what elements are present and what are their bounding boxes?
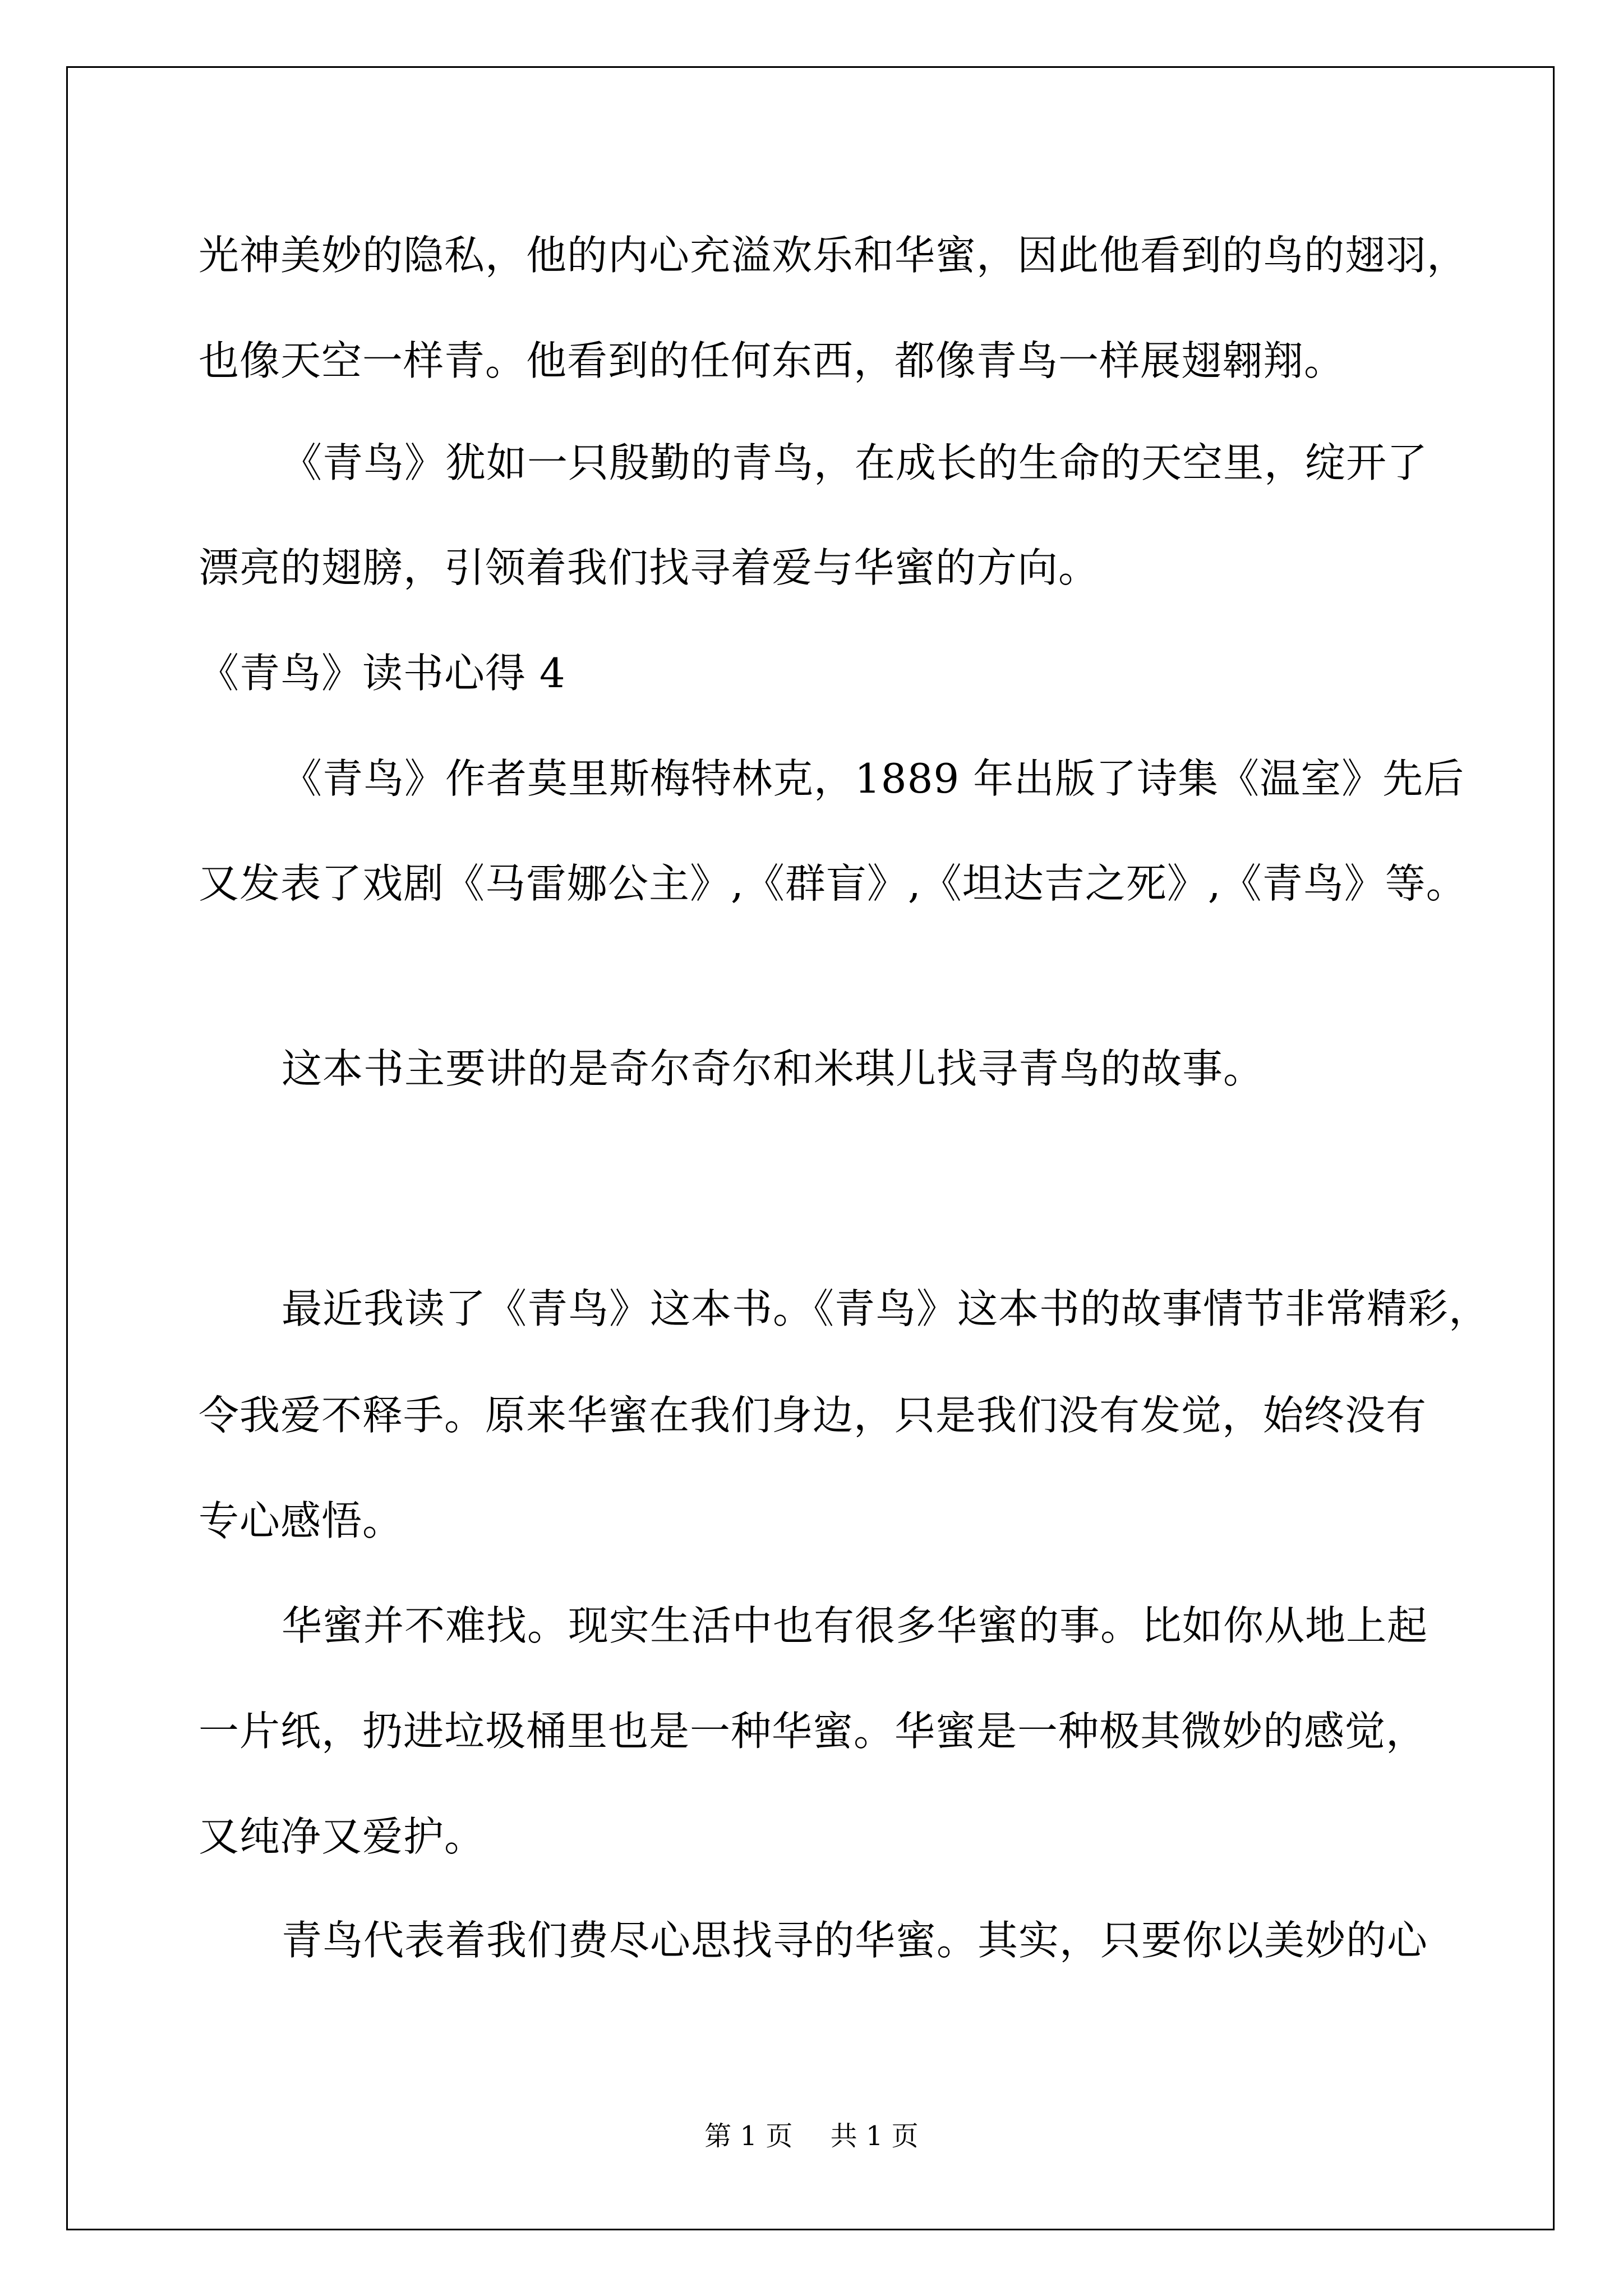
page-border bbox=[66, 66, 1555, 2230]
text-line: 《青鸟》作者莫里斯梅特林克，1889 年出版了诗集《温室》先后 bbox=[282, 755, 1465, 802]
text-line: 光神美妙的隐私，他的内心充溢欢乐和华蜜，因此他看到的鸟的翅羽， bbox=[199, 232, 1468, 279]
text-line: 专心感悟。 bbox=[199, 1497, 404, 1544]
text-line: 令我爱不释手。原来华蜜在我们身边，只是我们没有发觉，始终没有 bbox=[199, 1392, 1427, 1439]
text-line: 最近我读了《青鸟》这本书。《青鸟》这本书的故事情节非常精彩， bbox=[282, 1285, 1490, 1332]
text-line: 青鸟代表着我们费尽心思找寻的华蜜。其实，只要你以美妙的心 bbox=[282, 1917, 1428, 1964]
page-number: 第 1 页 bbox=[704, 2120, 793, 2152]
text-line: 又纯净又爱护。 bbox=[199, 1813, 486, 1860]
page-footer bbox=[0, 2119, 1623, 2153]
text-line: 《青鸟》犹如一只殷勤的青鸟，在成长的生命的天空里，绽开了 bbox=[282, 439, 1428, 486]
text-line: 这本书主要讲的是奇尔奇尔和米琪儿找寻青鸟的故事。 bbox=[282, 1045, 1265, 1092]
section-heading: 《青鸟》读书心得 4 bbox=[199, 650, 566, 697]
text-line: 一片纸，扔进垃圾桶里也是一种华蜜。华蜜是一种极其微妙的感觉， bbox=[199, 1708, 1427, 1755]
text-line: 华蜜并不难找。现实生活中也有很多华蜜的事。比如你从地上起 bbox=[282, 1602, 1428, 1649]
text-line: 也像天空一样青。他看到的任何东西，都像青鸟一样展翅翱翔。 bbox=[199, 337, 1345, 384]
text-line: 又发表了戏剧《马雷娜公主》,《群盲》,《坦达吉之死》,《青鸟》等。 bbox=[199, 860, 1467, 907]
text-line: 漂亮的翅膀，引领着我们找寻着爱与华蜜的方向。 bbox=[199, 544, 1100, 591]
page-total: 共 1 页 bbox=[830, 2120, 919, 2152]
